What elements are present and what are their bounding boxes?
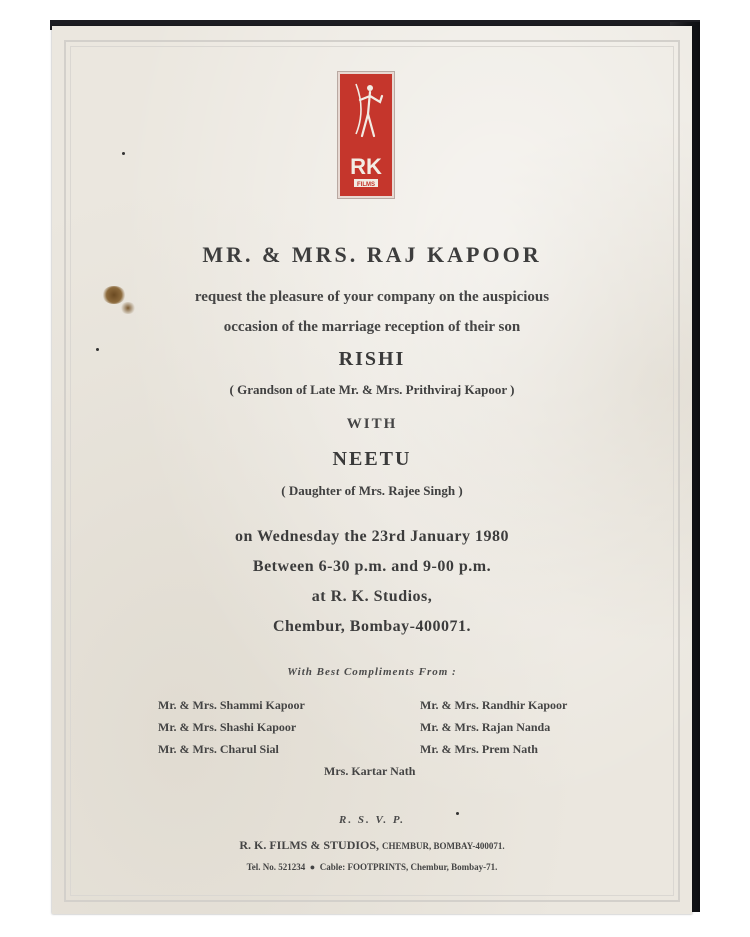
rsvp-cable: Cable: FOOTPRINTS, Chembur, Bombay-71. — [319, 862, 498, 872]
invitation-card — [52, 26, 692, 914]
compliment-name: Mr. & Mrs. Shammi Kapoor — [158, 698, 305, 712]
event-venue: at R. K. Studios, — [311, 588, 433, 605]
compliment-name: Mr. & Mrs. Shashi Kapoor — [158, 720, 297, 734]
speck — [122, 152, 125, 155]
event-address: Chembur, Bombay-400071. — [272, 618, 472, 635]
compliment-name: Mr. & Mrs. Rajan Nanda — [420, 720, 551, 734]
rsvp-firm-name: R. K. FILMS & STUDIOS, — [239, 838, 380, 852]
logo-subtext: FILMS — [357, 182, 375, 188]
logo-text: RK — [350, 154, 382, 179]
event-date: on Wednesday the 23rd January 1980 — [234, 528, 510, 545]
hosts-heading: MR. & MRS. RAJ KAPOOR — [202, 242, 542, 267]
groom-name: RISHI — [338, 348, 406, 370]
with-text: WITH — [346, 416, 398, 432]
rsvp-firm-address: CHEMBUR, BOMBAY-400071. — [382, 841, 505, 851]
request-line-2: occasion of the marriage reception of their son — [223, 319, 521, 335]
rsvp-firm — [52, 838, 692, 853]
compliment-name: Mrs. Kartar Nath — [324, 764, 416, 778]
rk-logo-emblem-icon — [340, 74, 392, 196]
compliments-heading: With Best Compliments From : — [287, 666, 457, 678]
groom-note: ( Grandson of Late Mr. & Mrs. Prithviraj Kapoor ) — [229, 382, 515, 397]
rsvp-contact — [52, 862, 692, 872]
request-line-1: request the pleasure of your company on the auspicious — [194, 289, 550, 305]
compliment-name: Mr. & Mrs. Charul Sial — [158, 742, 279, 756]
bride-name: NEETU — [332, 448, 412, 470]
bullet-icon: ● — [309, 862, 316, 872]
rsvp-label: R. S. V. P. — [339, 814, 405, 826]
bride-note: ( Daughter of Mrs. Rajee Singh ) — [281, 483, 463, 498]
compliment-name: Mr. & Mrs. Prem Nath — [420, 742, 538, 756]
rsvp-tel: Tel. No. 521234 — [246, 862, 306, 872]
rk-films-logo — [338, 72, 394, 198]
request-text — [52, 282, 692, 342]
event-time: Between 6-30 p.m. and 9-00 p.m. — [252, 558, 492, 575]
compliment-name: Mr. & Mrs. Randhir Kapoor — [420, 698, 568, 712]
